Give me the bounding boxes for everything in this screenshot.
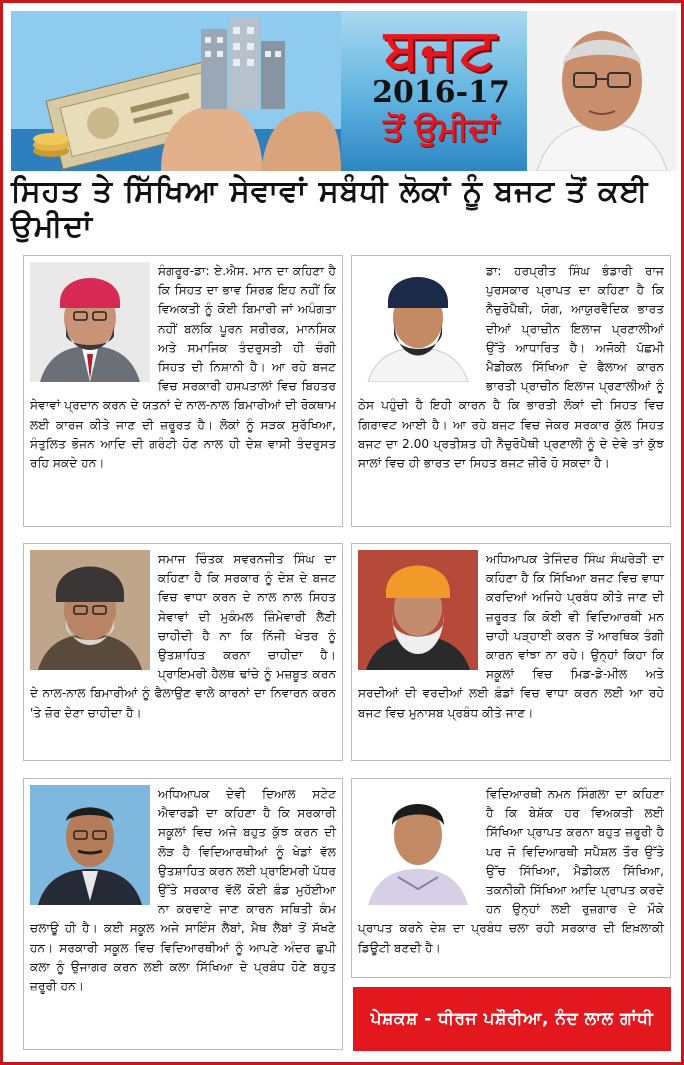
article-card bbox=[23, 543, 343, 761]
budget-word: ਬਜਟ bbox=[384, 17, 498, 82]
portrait-photo bbox=[358, 550, 478, 670]
banner-title bbox=[341, 17, 541, 149]
budget-banner bbox=[11, 11, 677, 171]
budget-year: 2016-17 bbox=[372, 75, 510, 110]
portrait-photo bbox=[30, 785, 150, 905]
article-text: ਅਧਿਆਪਕ ਦੇਵੀ ਦਿਆਲ ਸਟੇਟ ਐਵਾਰਡੀ ਦਾ ਕਹਿਣਾ ਹੈ ਕਿ ਸਰਕਾਰੀ ਸਕੂਲਾਂ ਵਿਚ ਅਜੇ ਬਹੁਤ ਕੁੱਝ ਕਰਨ ਦੀ ਲੋੜ ਹੈ ਵਿਦਿਆਰਥੀਆਂ ਨੂੰ ਖੇਡਾਂ ਵੱਲ ਉਤਸ਼ਾਹਿਤ ਕਰਨ ਲਈ ਪ੍ਰਾਇਮਰੀ ਪੱਧਰ ਉੱਤੇ ਸਰਕਾਰ ਵੱਲੋਂ ਕੋਈ ਫ਼ੰਡ ਮੁਹੱਈਆ ਨਾ ਕਰਵਾਏ ਜਾਣ ਕਾਰਨ ਸਥਿਤੀ ਕੰਮ ਚਲਾਊ ਹੀ ਹੈ। ਕਈ ਸਕੂਲ ਅਜੇ ਸਾਇੰਸ ਲੈਬਾਂ, ਮੈਥ ਲੈਬਾਂ ਤੋਂ ਸੱਖਣੇ ਹਨ। ਸਰਕਾਰੀ ਸਕੂਲ ਵਿਚ ਵਿਦਿਆਰਥੀਆਂ ਨੂੰ ਆਪਣੇ ਅੰਦਰ ਛੁਪੀ ਕਲਾ ਨੂੰ ਉਜਾਗਰ ਕਰਨ ਲਈ ਕਲਾ ਸਿੱਖਿਆ ਦੇ ਪ੍ਰਬੰਧ ਹੋਣੇ ਬਹੁਤ ਜ਼ਰੂਰੀ ਹਨ। bbox=[30, 787, 336, 994]
article-card bbox=[351, 778, 671, 978]
article-text: ਸੰਗਰੂਰ-ਡਾ: ਏ.ਐਸ. ਮਾਨ ਦਾ ਕਹਿਣਾ ਹੈ ਕਿ ਸਿਹਤ ਦਾ ਭਾਵ ਸਿਰਫ਼ ਇਹ ਨਹੀਂ ਕਿ ਵਿਅਕਤੀ ਨੂੰ ਕੋਈ ਬਿਮਾਰੀ ਜਾਂ ਅਪੰਗਤਾ ਨਹੀਂ ਬਲਕਿ ਪੂਰਨ ਸਰੀਰਕ, ਮਾਨਸਿਕ ਅਤੇ ਸਮਾਜਿਕ ਤੰਦਰੁਸਤੀ ਹੀ ਚੰਗੀ ਸਿਹਤ ਦੀ ਨਿਸ਼ਾਨੀ ਹੈ। ਆ ਰਹੇ ਬਜਟ ਵਿਚ ਸਰਕਾਰੀ ਹਸਪਤਾਲਾਂ ਵਿਚ ਬਿਹਤਰ ਸੇਵਾਵਾਂ ਪ੍ਰਦਾਨ ਕਰਨ ਦੇ ਯਤਨਾਂ ਦੇ ਨਾਲ-ਨਾਲ ਬਿਮਾਰੀਆਂ ਦੀ ਰੋਕਥਾਮ ਲਈ ਕਾਰਜ ਕੀਤੇ ਜਾਣ ਦੀ ਜ਼ਰੂਰਤ ਹੈ। ਲੋਕਾਂ ਨੂੰ ਸੜਕ ਸੁਰੱਖਿਆ, ਸੰਤੁਲਿਤ ਭੋਜਨ ਆਦਿ ਦੀ ਗਰੰਟੀ ਹੋਣ ਨਾਲ ਹੀ ਦੇਸ਼ ਵਾਸੀ ਤੰਦਰੁਸਤ ਰਹਿ ਸਕਦੇ ਹਨ। bbox=[30, 264, 336, 471]
portrait-photo bbox=[358, 785, 478, 905]
portrait-photo bbox=[30, 550, 150, 670]
article-text: ਸਮਾਜ ਚਿੰਤਕ ਸਵਰਨਜੀਤ ਸਿੰਘ ਦਾ ਕਹਿਣਾ ਹੈ ਕਿ ਸਰਕਾਰ ਨੂੰ ਦੇਸ਼ ਦੇ ਬਜਟ ਵਿਚ ਵਾਧਾ ਕਰਨ ਦੇ ਨਾਲ ਨਾਲ ਸਿਹਤ ਸੇਵਾਵਾਂ ਦੀ ਮੁਕੰਮਲ ਜ਼ਿੰਮੇਵਾਰੀ ਲੈਣੀ ਚਾਹੀਦੀ ਹੈ ਨਾ ਕਿ ਨਿੱਜੀ ਖੇਤਰ ਨੂੰ ਉਤਸ਼ਾਹਿਤ ਕਰਨਾ ਚਾਹੀਦਾ ਹੈ। ਪ੍ਰਾਇਮਰੀ ਹੈਲਥ ਢਾਂਚੇ ਨੂੰ ਮਜ਼ਬੂਤ ਕਰਨ ਦੇ ਨਾਲ-ਨਾਲ ਬਿਮਾਰੀਆਂ ਨੂੰ ਫੈਲਾਉਣ ਵਾਲੇ ਕਾਰਨਾਂ ਦਾ ਨਿਵਾਰਨ ਕਰਨ 'ਤੇ ਜ਼ੋਰ ਦੇਣਾ ਚਾਹੀਦਾ ਹੈ। bbox=[30, 552, 336, 720]
article-card bbox=[23, 255, 343, 527]
portrait-photo bbox=[358, 262, 478, 382]
article-card bbox=[351, 255, 671, 527]
article-card bbox=[23, 778, 343, 1050]
budget-hopes: ਤੋਂ ਉਮੀਦਾਂ bbox=[383, 110, 499, 148]
article-text: ਵਿਦਿਆਰਥੀ ਨਮਨ ਸਿੰਗਲਾ ਦਾ ਕਹਿਣਾ ਹੈ ਕਿ ਬੇਸ਼ੱਕ ਹਰ ਵਿਅਕਤੀ ਲਈ ਸਿੱਖਿਆ ਪ੍ਰਾਪਤ ਕਰਨਾ ਬਹੁਤ ਜ਼ਰੂਰੀ ਹੈ ਪਰ ਜੋ ਵਿਦਿਆਰਥੀ ਸਪੈਸ਼ਲ ਤੌਰ ਉੱਤੇ ਉੱਚ ਸਿੱਖਿਆ, ਮੈਡੀਕਲ ਸਿੱਖਿਆ, ਤਕਨੀਕੀ ਸਿੱਖਿਆ ਆਦਿ ਪ੍ਰਾਪਤ ਕਰਦੇ ਹਨ ਉਨ੍ਹਾਂ ਲਈ ਰੁਜ਼ਗਾਰ ਦੇ ਮੌਕੇ ਪ੍ਰਾਪਤ ਕਰਨੇ ਦੇਸ਼ ਦਾ ਪ੍ਰਬੰਧ ਚਲਾ ਰਹੀ ਸਰਕਾਰ ਦੀ ਇਖ਼ਲਾਕੀ ਡਿਊਟੀ ਬਣਦੀ ਹੈ। bbox=[358, 787, 664, 955]
minister-photo bbox=[527, 11, 677, 171]
article-text: ਅਧਿਆਪਕ ਤੇਜਿੰਦਰ ਸਿੰਘ ਸੰਘਰੇੜੀ ਦਾ ਕਹਿਣਾ ਹੈ ਕਿ ਸਿੱਖਿਆ ਬਜਟ ਵਿਚ ਵਾਧਾ ਕਰਦਿਆਂ ਅਜਿਹੇ ਪ੍ਰਬੰਧ ਕੀਤੇ ਜਾਣ ਦੀ ਜ਼ਰੂਰਤ ਕਿ ਕੋਈ ਵੀ ਵਿਦਿਆਰਥੀ ਮਨ ਚਾਹੀ ਪੜ੍ਹਾਈ ਕਰਨ ਤੋਂ ਆਰਥਿਕ ਤੰਗੀ ਕਾਰਨ ਵਾਂਝਾ ਨਾ ਰਹੇ। ਉਨ੍ਹਾਂ ਕਿਹਾ ਕਿ ਸਕੂਲਾਂ ਵਿਚ ਮਿਡ-ਡੇ-ਮੀਲ ਅਤੇ ਸਰਦੀਆਂ ਦੀ ਵਰਦੀਆਂ ਲਈ ਫ਼ੰਡਾਂ ਵਿਚ ਵਾਧਾ ਕਰਨ ਲਈ ਆ ਰਹੇ ਬਜਟ ਵਿਚ ਮੁਨਾਸਬ ਪ੍ਰਬੰਧ ਕੀਤੇ ਜਾਣ। bbox=[358, 552, 664, 720]
article-text: ਡਾ: ਹਰਪ੍ਰੀਤ ਸਿੰਘ ਭੰਡਾਰੀ ਰਾਜ ਪੁਰਸਕਾਰ ਪ੍ਰਾਪਤ ਦਾ ਕਹਿਣਾ ਹੈ ਕਿ ਨੈਚੁਰੋਪੈਥੀ, ਯੋਗ, ਆਯੁਰਵੈਦਿਕ ਭਾਰਤ ਦੀਆਂ ਪ੍ਰਾਚੀਨ ਇਲਾਜ ਪ੍ਰਣਾਲੀਆਂ ਉੱਤੇ ਆਧਾਰਿਤ ਹੈ। ਅਜੋਕੀ ਪੱਛਮੀ ਮੈਡੀਕਲ ਸਿੱਖਿਆ ਦੇ ਫੈਲਾਅ ਕਾਰਨ ਭਾਰਤੀ ਪ੍ਰਾਚੀਨ ਇਲਾਜ ਪ੍ਰਣਾਲੀਆਂ ਨੂੰ ਠੇਸ ਪਹੁੰਚੀ ਹੈ ਇਹੀ ਕਾਰਨ ਹੈ ਕਿ ਭਾਰਤੀ ਲੋਕਾਂ ਦੀ ਸਿਹਤ ਵਿਚ ਗਿਰਾਵਟ ਆਈ ਹੈ। ਆ ਰਹੇ ਬਜਟ ਵਿਚ ਜੇਕਰ ਸਰਕਾਰ ਕੁੱਲ ਸਿਹਤ ਬਜਟ ਦਾ 2.00 ਪ੍ਰਤੀਸ਼ਤ ਹੀ ਨੈਚੁਰੋਪੈਥੀ ਪ੍ਰਣਾਲੀ ਨੂੰ ਦੇ ਦੇਵੇ ਤਾਂ ਕੁੱਝ ਸਾਲਾਂ ਵਿਚ ਹੀ ਭਾਰਤ ਦਾ ਸਿਹਤ ਬਜਟ ਜ਼ੀਰੋ ਹੋ ਸਕਦਾ ਹੈ। bbox=[358, 264, 664, 471]
money-hands-illustration bbox=[11, 11, 341, 171]
portrait-photo bbox=[30, 262, 150, 382]
presented-by-credit: ਪੇਸ਼ਕਸ਼ - ਧੀਰਜ ਪਸ਼ੌਰੀਆ, ਨੰਦ ਲਾਲ ਗਾਂਧੀ bbox=[353, 987, 671, 1051]
article-card bbox=[351, 543, 671, 761]
main-headline: ਸਿਹਤ ਤੇ ਸਿੱਖਿਆ ਸੇਵਾਵਾਂ ਸਬੰਧੀ ਲੋਕਾਂ ਨੂੰ ਬਜਟ ਤੋਂ ਕਈ ਉਮੀਦਾਂ bbox=[11, 174, 649, 244]
